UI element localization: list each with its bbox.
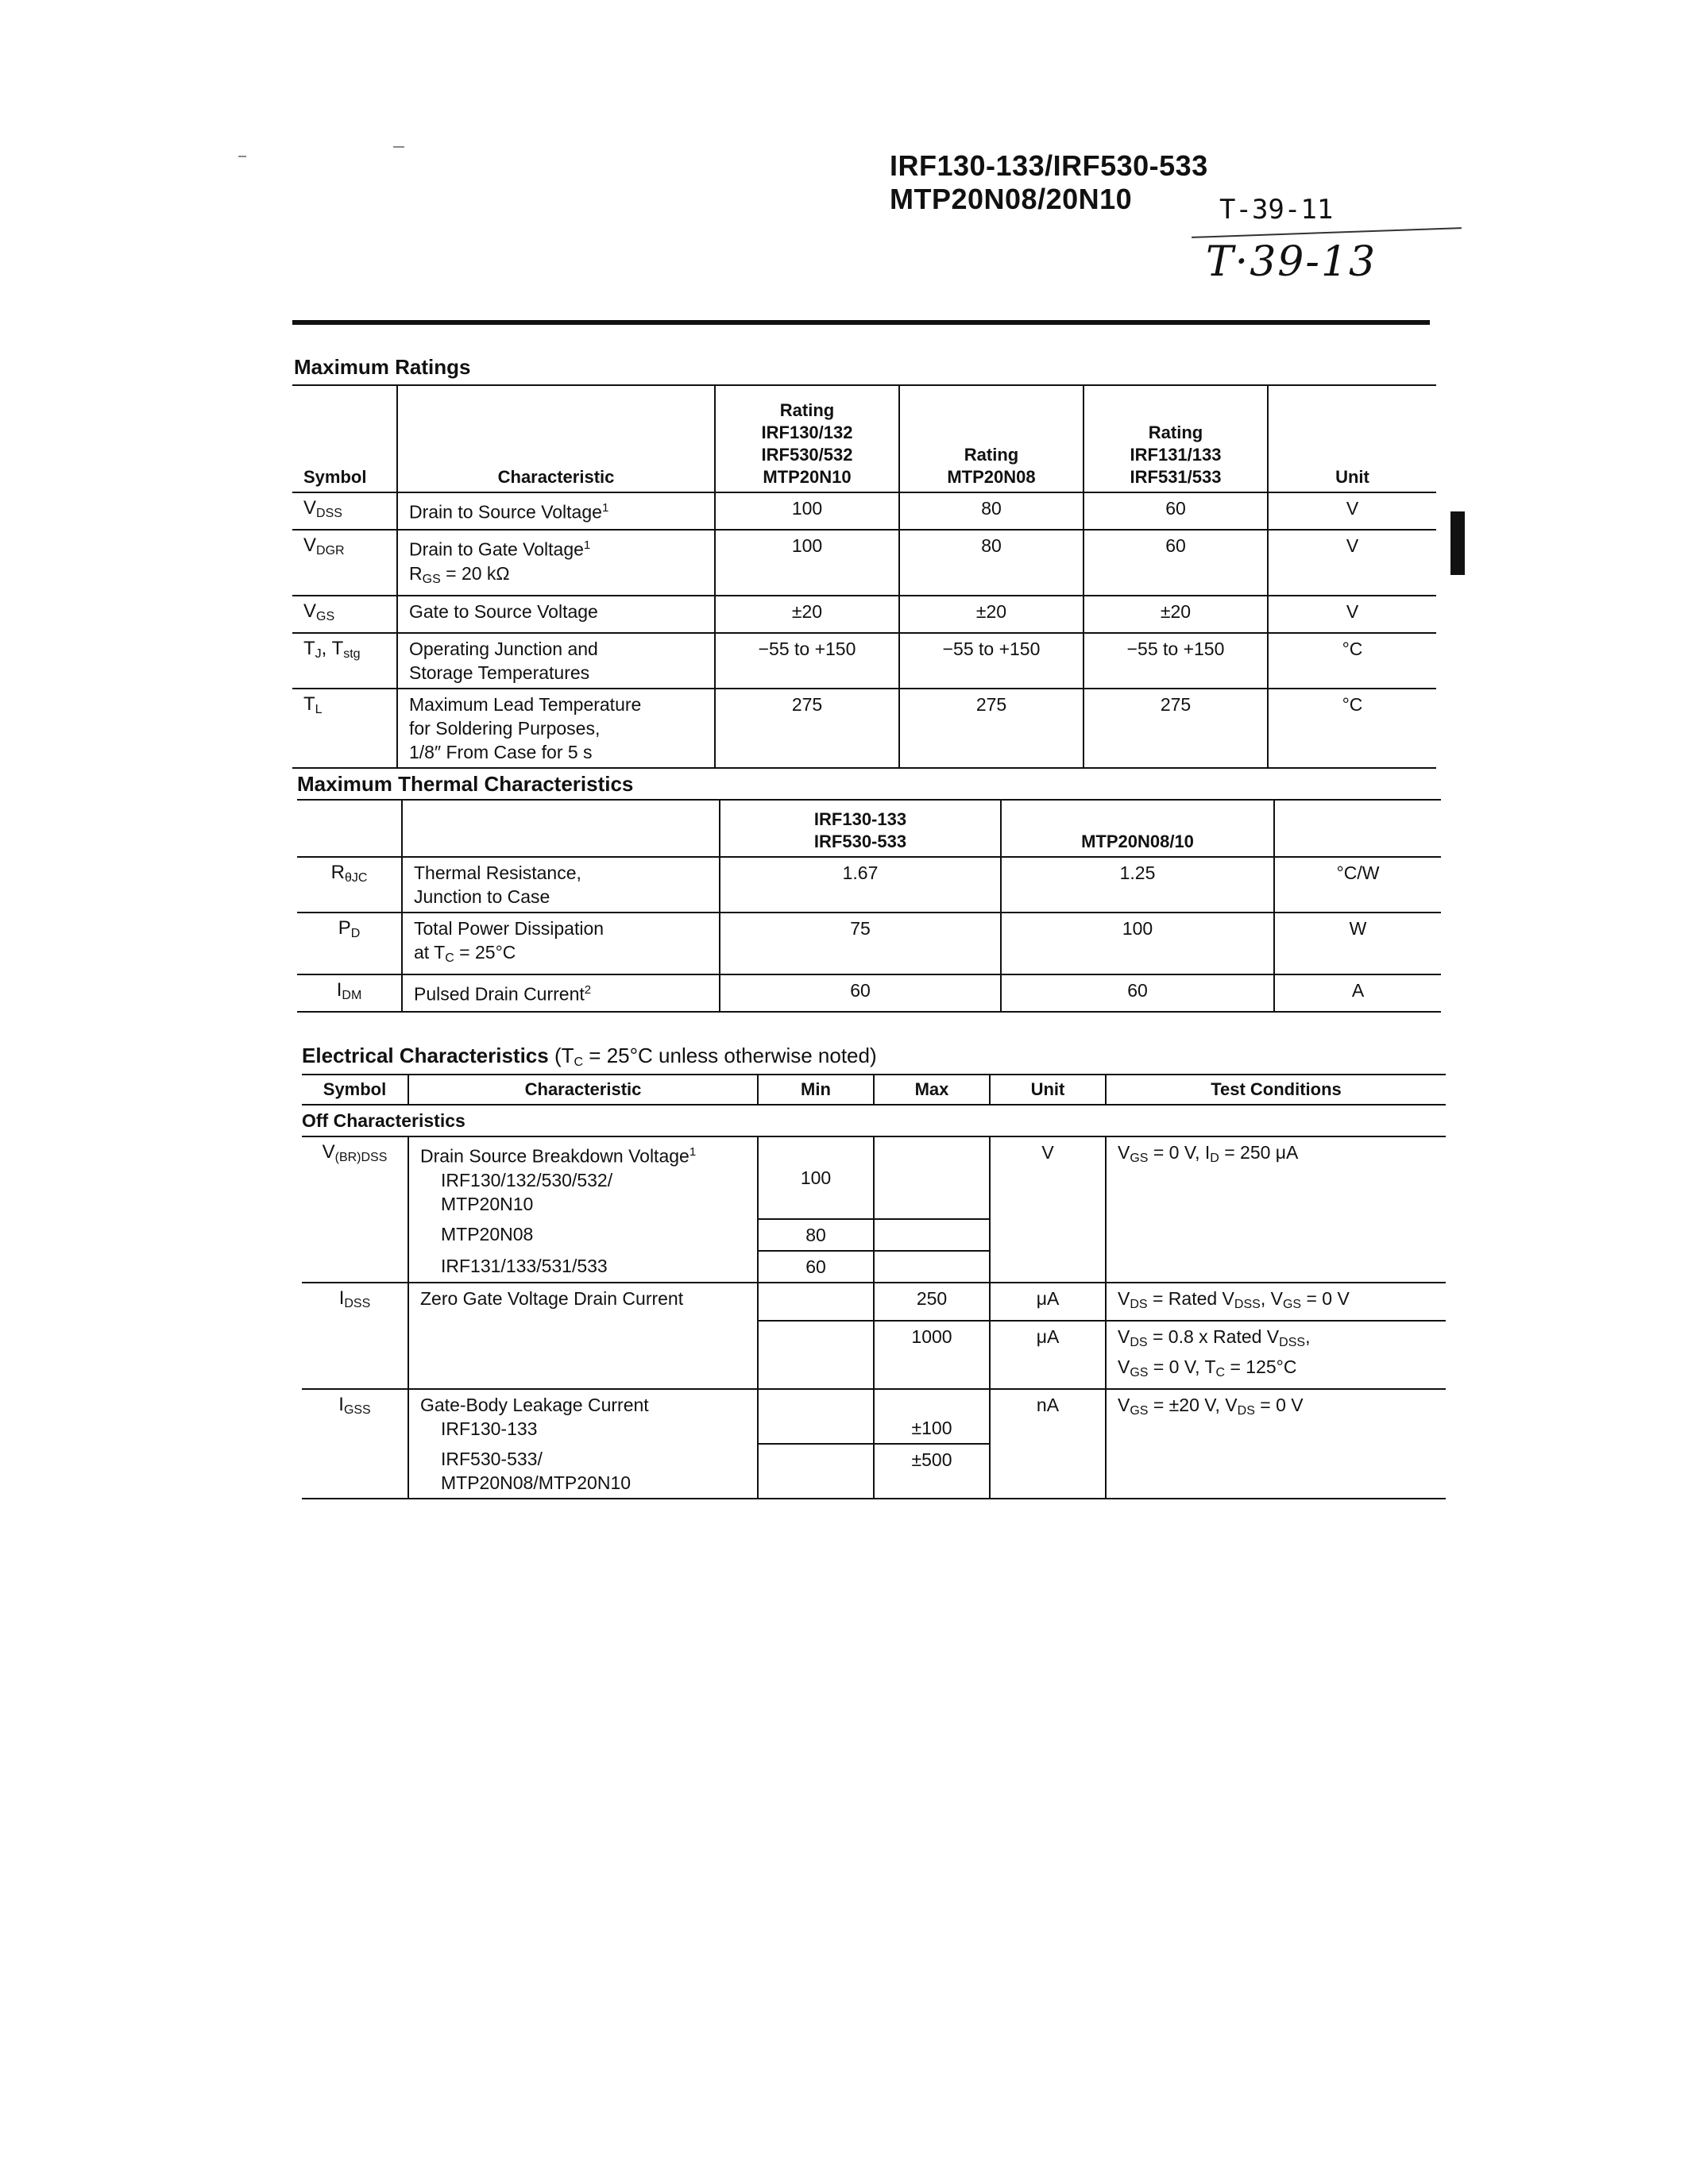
header-unit: Unit <box>990 1075 1106 1105</box>
table-row <box>297 857 1441 913</box>
test-text: = 125°C <box>1225 1356 1297 1377</box>
table-row <box>302 1389 1446 1444</box>
header-text: Rating <box>779 400 835 420</box>
header-text: IRF530/532 <box>761 445 853 465</box>
table-header-row <box>297 800 1441 857</box>
symbol: V <box>303 600 317 622</box>
test-sub: DSS <box>1279 1335 1306 1349</box>
symbol-cell <box>297 857 402 913</box>
test-text: = 250 μA <box>1219 1142 1299 1163</box>
symbol-subscript: DSS <box>316 507 342 520</box>
electrical-title <box>302 1044 877 1070</box>
value-cell: 75 <box>720 913 1001 974</box>
header-text: IRF531/533 <box>1130 467 1222 487</box>
header-min: Min <box>758 1075 874 1105</box>
characteristic-cell <box>408 1251 758 1283</box>
unit-cell: μA <box>990 1321 1106 1389</box>
max-cell: ±100 <box>874 1389 990 1444</box>
subscript: GS <box>422 572 441 586</box>
test-condition-cell <box>1106 1389 1446 1499</box>
header-text: MTP20N10 <box>763 467 852 487</box>
max-cell: 1000 <box>874 1321 990 1389</box>
value-cell: 60 <box>1083 530 1268 596</box>
symbol-subscript: GS <box>316 609 335 623</box>
electrical-condition: = 25°C unless otherwise noted) <box>583 1044 877 1067</box>
symbol: V <box>303 534 317 556</box>
header-blank <box>1274 800 1441 857</box>
title-line-1: IRF130-133/IRF530-533 <box>890 149 1208 182</box>
characteristic: Pulsed Drain Current <box>414 983 585 1005</box>
test-sub: GS <box>1282 1297 1302 1311</box>
header-rule <box>292 320 1430 325</box>
header-text: Rating <box>1148 423 1203 442</box>
symbol-cell <box>297 913 402 974</box>
characteristic: Thermal Resistance, <box>414 862 581 883</box>
characteristic-cell <box>402 974 720 1012</box>
value-cell: 275 <box>715 689 899 768</box>
symbol-cell <box>292 530 397 596</box>
device-label: IRF130/132/530/532/ <box>441 1169 613 1190</box>
test-condition-cell <box>1106 1136 1446 1283</box>
device-label: MTP20N08 <box>441 1223 534 1244</box>
header-mtp: MTP20N08/10 <box>1001 800 1274 857</box>
test-text: = 0.8 x Rated V <box>1147 1325 1280 1347</box>
scan-speck <box>238 156 246 157</box>
symbol-subscript: DGR <box>316 544 345 558</box>
device-label: IRF530-533/ <box>441 1448 543 1469</box>
characteristic-cell <box>402 857 720 913</box>
table-header-row <box>292 385 1436 492</box>
symbol-subscript: J <box>315 646 322 661</box>
table-row <box>302 1283 1446 1321</box>
test-text: = 0 V, T <box>1148 1356 1216 1377</box>
symbol-subscript: θJC <box>344 871 368 885</box>
max-ratings-title: Maximum Ratings <box>294 355 471 379</box>
min-cell <box>758 1283 874 1321</box>
characteristic-cell <box>397 633 715 689</box>
footnote-ref: 1 <box>583 538 591 552</box>
table-row <box>292 530 1436 596</box>
symbol-cell <box>292 633 397 689</box>
test-text: = 0 V, I <box>1148 1142 1211 1163</box>
unit-cell: μA <box>990 1283 1106 1321</box>
header-text: IRF530-533 <box>813 832 907 851</box>
test-sub: GS <box>1130 1152 1149 1165</box>
device-label: IRF131/133/531/533 <box>441 1255 608 1276</box>
symbol-cell <box>297 974 402 1012</box>
header-irf <box>720 800 1001 857</box>
characteristic-cont: Junction to Case <box>414 886 550 907</box>
symbol-subscript: DSS <box>344 1296 371 1310</box>
symbol-subscript: L <box>315 702 323 716</box>
header-text: IRF130-133 <box>813 809 907 829</box>
symbol-cell <box>292 492 397 530</box>
characteristic: Operating Junction and <box>409 638 598 659</box>
symbol: V <box>322 1141 335 1163</box>
characteristic-cell <box>408 1136 758 1219</box>
test-text: V <box>1118 1356 1130 1377</box>
header-blank <box>402 800 720 857</box>
unit-cell: °C <box>1342 693 1363 715</box>
device-label: MTP20N08/MTP20N10 <box>441 1472 632 1493</box>
characteristic-cell <box>397 492 715 530</box>
unit-cell: °C <box>1342 638 1363 659</box>
characteristic: Drain to Gate Voltage <box>409 538 584 560</box>
characteristic-cont: at T <box>414 942 446 963</box>
unit-cell: V <box>1346 600 1359 622</box>
test-text: V <box>1118 1142 1130 1163</box>
value-cell: 80 <box>899 492 1083 530</box>
test-sub: GS <box>1130 1365 1149 1379</box>
min-cell <box>758 1444 874 1499</box>
header-text: MTP20N08 <box>947 467 1036 487</box>
edge-tab-marker <box>1450 511 1465 575</box>
min-cell <box>758 1389 874 1444</box>
footnote-ref: 1 <box>689 1145 697 1159</box>
min-cell: 80 <box>758 1219 874 1251</box>
test-text: = 0 V <box>1254 1394 1304 1415</box>
value-cell: −55 to +150 <box>1083 633 1268 689</box>
header-rating-3 <box>1083 385 1268 492</box>
characteristic: Drain to Source Voltage <box>409 501 602 523</box>
value-cell: ±20 <box>715 596 899 633</box>
characteristic: Maximum Lead Temperature <box>409 693 642 715</box>
unit-cell: A <box>1351 980 1365 1001</box>
header-text: Rating <box>964 445 1019 465</box>
symbol: V <box>303 497 317 519</box>
test-text: V <box>1118 1287 1130 1309</box>
electrical-table <box>302 1074 1446 1499</box>
test-text: , V <box>1260 1287 1283 1309</box>
thermal-title: Maximum Thermal Characteristics <box>297 772 634 796</box>
test-text: = 0 V <box>1301 1287 1350 1309</box>
unit-cell: W <box>1349 918 1367 939</box>
header-characteristic: Characteristic <box>397 385 715 492</box>
section-row <box>302 1105 1446 1136</box>
characteristic-cell <box>408 1389 758 1444</box>
test-condition-cell <box>1106 1283 1446 1321</box>
document-code: T-39-11 <box>1219 194 1334 226</box>
value-cell: 100 <box>715 530 899 596</box>
value-cell: ±20 <box>1083 596 1268 633</box>
table-header-row <box>302 1075 1446 1105</box>
characteristic-cell <box>397 530 715 596</box>
characteristic-cell <box>397 689 715 768</box>
off-characteristics-label: Off Characteristics <box>302 1110 465 1131</box>
table-row <box>292 633 1436 689</box>
test-text: V <box>1118 1325 1130 1347</box>
table-row <box>292 689 1436 768</box>
value-cell: 100 <box>1001 913 1274 974</box>
characteristic-cont: Storage Temperatures <box>409 662 590 683</box>
min-cell: 100 <box>758 1136 874 1219</box>
test-sub: DS <box>1130 1335 1148 1349</box>
test-sub: D <box>1210 1152 1219 1165</box>
test-sub: DSS <box>1234 1297 1261 1311</box>
title-line-2: MTP20N08/20N10 <box>890 183 1133 215</box>
table-row <box>302 1136 1446 1219</box>
characteristic-cell: Zero Gate Voltage Drain Current <box>408 1283 758 1389</box>
symbol: I <box>336 979 342 1001</box>
symbol-subscript: stg <box>343 646 361 661</box>
symbol-subscript: DM <box>342 989 362 1002</box>
unit-cell: V <box>1346 498 1359 519</box>
symbol: T <box>303 637 315 659</box>
test-sub: DS <box>1237 1403 1255 1418</box>
part-number-title <box>890 149 1208 216</box>
unit-cell: °C/W <box>1336 862 1380 883</box>
characteristic-cont: for Soldering Purposes, <box>409 717 601 739</box>
table-row <box>297 974 1441 1012</box>
handwritten-underline <box>1192 227 1462 238</box>
value-cell: 1.67 <box>720 857 1001 913</box>
table-row <box>297 913 1441 974</box>
header-text: IRF130/132 <box>761 423 853 442</box>
value-cell: ±20 <box>899 596 1083 633</box>
header-rating-2 <box>899 385 1083 492</box>
unit-cell: V <box>1346 535 1359 556</box>
header-text: IRF131/133 <box>1130 445 1222 465</box>
value-cell: 1.25 <box>1001 857 1274 913</box>
unit-cell: V <box>990 1136 1106 1283</box>
symbol: T <box>303 693 315 715</box>
max-cell <box>874 1251 990 1283</box>
unit-cell: nA <box>990 1389 1106 1499</box>
symbol: I <box>338 1393 344 1415</box>
test-sub: C <box>1215 1365 1226 1379</box>
test-text: = Rated V <box>1147 1287 1234 1309</box>
footnote-ref: 1 <box>601 501 609 515</box>
symbol-cell <box>302 1389 408 1499</box>
symbol-cell <box>302 1283 408 1389</box>
table-row <box>292 596 1436 633</box>
table-row <box>292 492 1436 530</box>
test-condition-cell <box>1106 1321 1446 1389</box>
device-label: MTP20N10 <box>441 1193 534 1214</box>
header-symbol: Symbol <box>302 1075 408 1105</box>
max-cell <box>874 1136 990 1219</box>
test-sub: DS <box>1130 1297 1148 1311</box>
characteristic-cell <box>402 913 720 974</box>
value-cell: 60 <box>720 974 1001 1012</box>
value-cell: 60 <box>1001 974 1274 1012</box>
device-label: IRF130-133 <box>441 1418 538 1439</box>
characteristic-cont: = 25°C <box>454 942 516 963</box>
characteristic-cell: Gate to Source Voltage <box>397 596 715 633</box>
symbol-subscript: GSS <box>343 1403 371 1417</box>
test-text: = ±20 V, V <box>1148 1394 1238 1415</box>
value-cell: 60 <box>1083 492 1268 530</box>
characteristic-cell <box>408 1219 758 1251</box>
header-blank <box>297 800 402 857</box>
characteristic: Drain Source Breakdown Voltage <box>420 1145 689 1167</box>
max-ratings-table <box>292 384 1436 769</box>
electrical-condition-sub: C <box>574 1055 584 1069</box>
header-max: Max <box>874 1075 990 1105</box>
symbol-cell <box>302 1136 408 1283</box>
electrical-condition: (T <box>554 1044 574 1067</box>
value-cell: 275 <box>1083 689 1268 768</box>
footnote-ref: 2 <box>584 983 592 997</box>
characteristic: Gate-Body Leakage Current <box>420 1394 649 1415</box>
symbol: R <box>330 862 345 883</box>
thermal-table <box>297 799 1441 1013</box>
characteristic-cont: 1/8″ From Case for 5 s <box>409 741 593 762</box>
header-unit: Unit <box>1335 467 1369 487</box>
value-cell: −55 to +150 <box>899 633 1083 689</box>
characteristic-cont: R <box>409 562 423 584</box>
min-cell <box>758 1321 874 1389</box>
header-rating-1 <box>715 385 899 492</box>
test-text: , <box>1305 1325 1311 1347</box>
symbol: , T <box>321 637 344 659</box>
subscript: C <box>445 951 454 965</box>
max-cell: ±500 <box>874 1444 990 1499</box>
scan-speck <box>393 146 404 148</box>
symbol: I <box>338 1287 345 1309</box>
max-cell: 250 <box>874 1283 990 1321</box>
symbol-cell <box>292 596 397 633</box>
test-sub: GS <box>1130 1403 1149 1418</box>
symbol-subscript: D <box>350 927 361 940</box>
min-cell: 60 <box>758 1251 874 1283</box>
header-symbol: Symbol <box>292 385 397 492</box>
value-cell: 100 <box>715 492 899 530</box>
electrical-title-text: Electrical Characteristics <box>302 1044 549 1067</box>
header-characteristic: Characteristic <box>408 1075 758 1105</box>
max-cell <box>874 1219 990 1251</box>
characteristic: Total Power Dissipation <box>414 918 605 939</box>
value-cell: 275 <box>899 689 1083 768</box>
characteristic-cont: = 20 kΩ <box>440 562 510 584</box>
value-cell: 80 <box>899 530 1083 596</box>
symbol-cell <box>292 689 397 768</box>
handwritten-annotation: T·39-13 <box>1206 238 1377 286</box>
characteristic-cell <box>408 1444 758 1499</box>
symbol-subscript: (BR)DSS <box>334 1151 388 1164</box>
symbol: P <box>338 917 351 939</box>
value-cell: −55 to +150 <box>715 633 899 689</box>
test-text: V <box>1118 1394 1130 1415</box>
header-test-conditions: Test Conditions <box>1211 1079 1342 1099</box>
